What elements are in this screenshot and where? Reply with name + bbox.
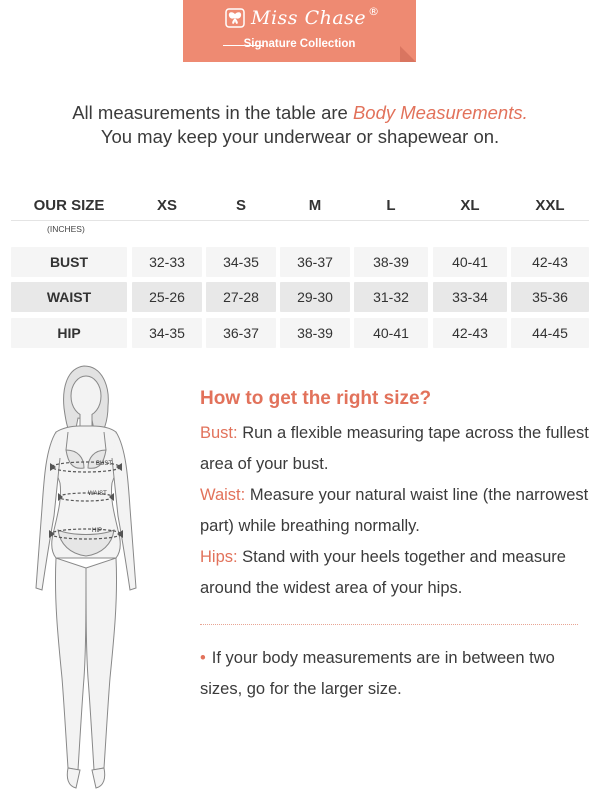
header-size-m: M	[308, 196, 322, 214]
butterfly-logo-icon	[225, 8, 245, 28]
intro-line-1	[0, 101, 600, 125]
row-label: WAIST	[11, 282, 127, 312]
table-cell: 27-28	[206, 282, 276, 312]
registered-mark: ®	[368, 4, 380, 18]
table-row-waist	[11, 282, 589, 312]
guide-bust-key: Bust:	[200, 424, 238, 442]
table-row-bust	[11, 247, 589, 277]
tip-text: If your body measurements are in between two sizes, go for the larger size.	[200, 649, 555, 698]
table-cell: 44-45	[511, 318, 589, 348]
table-cell: 40-41	[354, 318, 428, 348]
table-cell: 38-39	[280, 318, 350, 348]
table-cell: 42-43	[433, 318, 507, 348]
table-cell: 34-35	[132, 318, 202, 348]
table-cell: 36-37	[206, 318, 276, 348]
figure-label-hip: HIP	[92, 528, 103, 534]
brand-badge	[183, 0, 416, 62]
table-cell: 40-41	[433, 247, 507, 277]
table-cell: 29-30	[280, 282, 350, 312]
badge-fold	[400, 46, 416, 62]
table-cell: 36-37	[280, 247, 350, 277]
table-cell: 34-35	[206, 247, 276, 277]
header-size-xxl: XXL	[535, 196, 565, 214]
guide-hips-text: Stand with your heels together and measure around the widest area of your hips.	[200, 548, 566, 597]
header-size-l: L	[386, 196, 396, 214]
guide-waist	[200, 480, 590, 542]
intro-text	[0, 101, 600, 149]
intro-line-2: You may keep your underwear or shapewear on.	[100, 126, 500, 147]
table-header	[11, 190, 589, 221]
table-cell: 33-34	[433, 282, 507, 312]
intro-line-1-prefix: All measurements in the table are	[72, 102, 353, 123]
brand-row	[225, 4, 380, 29]
row-label: HIP	[11, 318, 127, 348]
guide-bust	[200, 418, 590, 480]
row-label: BUST	[11, 247, 127, 277]
size-guide	[200, 388, 590, 604]
header-size-xl: XL	[460, 196, 480, 214]
table-cell: 38-39	[354, 247, 428, 277]
header-size-xs: XS	[156, 196, 177, 214]
table-cell: 32-33	[132, 247, 202, 277]
table-cell: 31-32	[354, 282, 428, 312]
units-label: (INCHES)	[47, 224, 85, 234]
dotted-divider	[200, 624, 578, 625]
guide-waist-key: Waist:	[200, 486, 246, 504]
body-figure-illustration	[22, 358, 182, 798]
brand-collection: Signature Collection	[243, 38, 356, 50]
brand-name: Miss Chase	[251, 7, 367, 29]
header-our-size: OUR SIZE	[33, 196, 105, 214]
guide-title: How to get the right size?	[200, 388, 432, 409]
table-row-hip	[11, 318, 589, 348]
intro-highlight: Body Measurements.	[352, 102, 528, 123]
header-size-s: S	[235, 196, 246, 214]
size-tip	[200, 643, 590, 705]
guide-hips-key: Hips:	[200, 548, 238, 566]
table-cell: 25-26	[132, 282, 202, 312]
tip-bullet: •	[200, 649, 206, 667]
table-cell: 42-43	[511, 247, 589, 277]
guide-bust-text: Run a flexible measuring tape across the fullest area of your bust.	[200, 424, 589, 473]
figure-label-bust: BUST	[96, 461, 113, 467]
size-chart-table	[11, 190, 589, 341]
table-cell: 35-36	[511, 282, 589, 312]
figure-label-waist: WAIST	[88, 491, 107, 497]
guide-hips	[200, 542, 590, 604]
guide-waist-text: Measure your natural waist line (the narrowest part) while breathing normally.	[200, 486, 589, 535]
